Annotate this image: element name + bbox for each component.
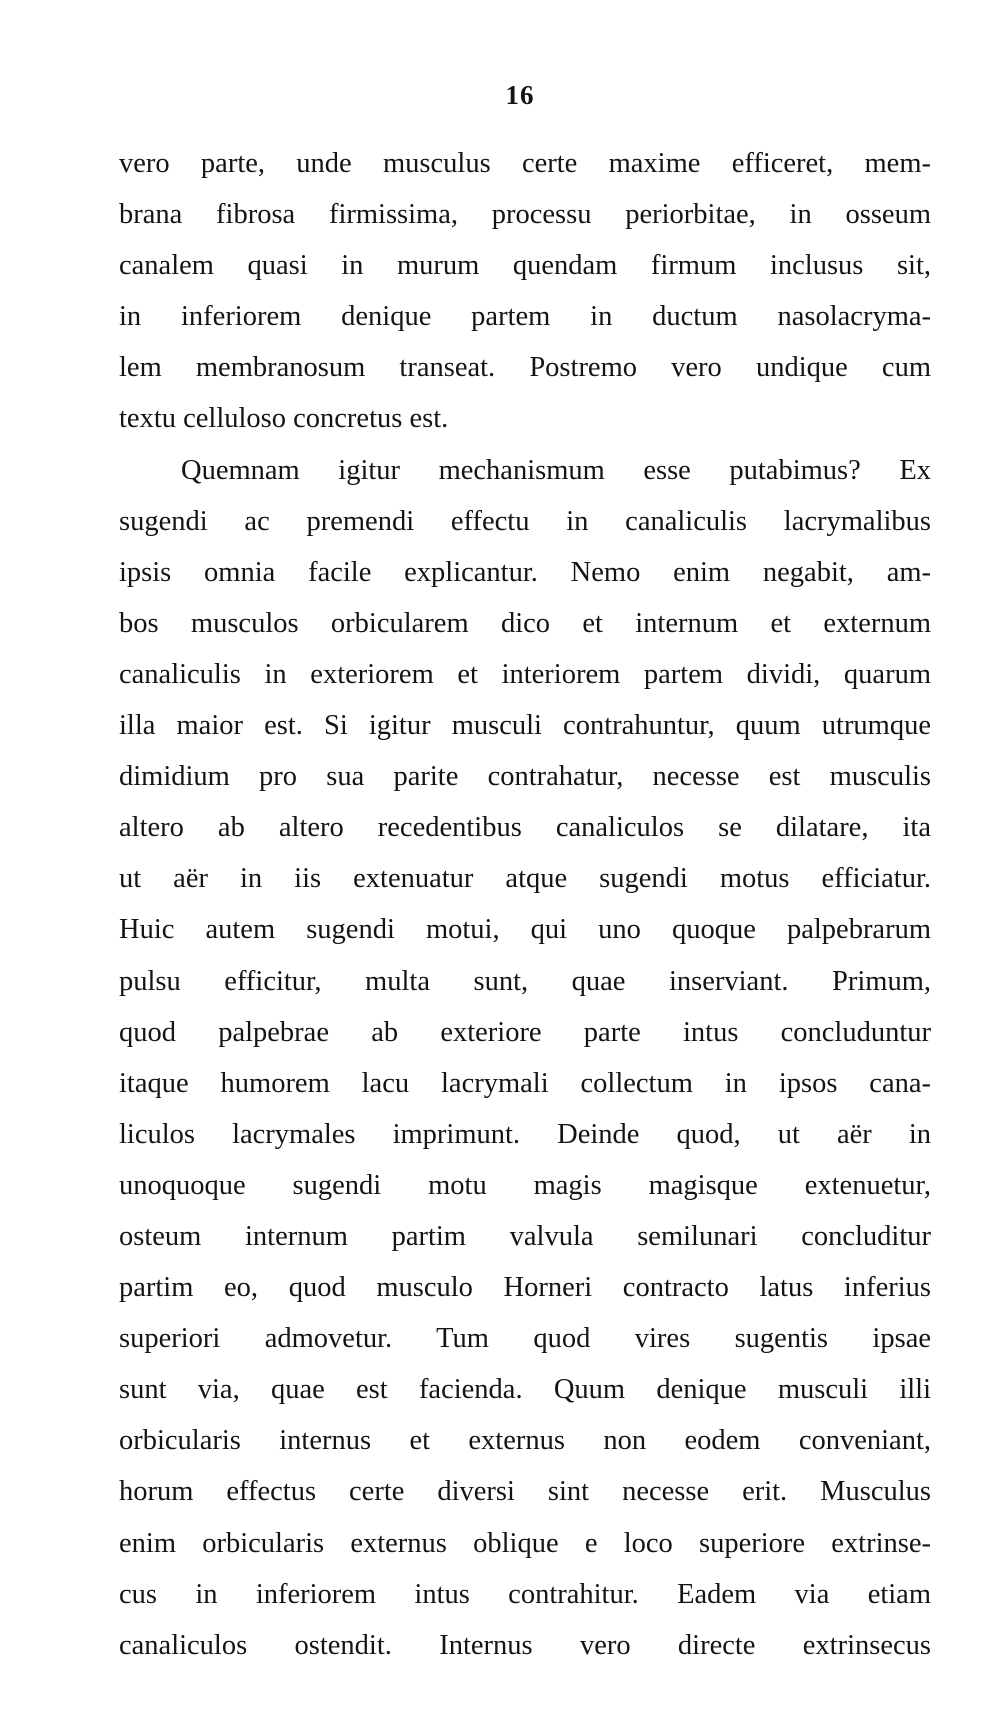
text-line: osteum internum partim valvula semilunari concluditur xyxy=(119,1220,931,1252)
text-line: bos musculos orbicularem dico et internum et externum xyxy=(119,607,931,639)
text-line: enim orbicularis externus oblique e loco superiore extrinse- xyxy=(119,1527,931,1559)
text-line: Quemnam igitur mechanismum esse putabimus? Ex xyxy=(181,454,931,486)
text-line: sugendi ac premendi effectu in canaliculis lacrymalibus xyxy=(119,505,931,537)
text-line: horum effectus certe diversi sint necesse erit. Musculus xyxy=(119,1476,931,1508)
text-line: unoquoque sugendi motu magis magisque extenuetur, xyxy=(119,1169,931,1201)
text-line: in inferiorem denique partem in ductum nasolacryma- xyxy=(119,301,931,333)
text-line: lem membranosum transeat. Postremo vero undique cum xyxy=(119,352,931,384)
text-line: illa maior est. Si igitur musculi contrahuntur, quum utrumque xyxy=(119,710,931,742)
text-line: brana fibrosa firmissima, processu periorbitae, in osseum xyxy=(119,199,931,231)
text-line: liculos lacrymales imprimunt. Deinde quod, ut aër in xyxy=(119,1118,931,1150)
text-line: superiori admovetur. Tum quod vires sugentis ipsae xyxy=(119,1323,931,1355)
text-line: canaliculis in exteriorem et interiorem partem dividi, quarum xyxy=(119,658,931,690)
text-line: altero ab altero recedentibus canaliculos se dilatare, ita xyxy=(119,812,931,844)
text-line: vero parte, unde musculus certe maxime efficeret, mem- xyxy=(119,148,931,179)
text-line: textu celluloso concretus est. xyxy=(119,403,449,435)
text-line: orbicularis internus et externus non eodem conveniant, xyxy=(119,1425,931,1457)
text-line: ipsis omnia facile explicantur. Nemo enim negabit, am- xyxy=(119,556,931,588)
text-line: partim eo, quod musculo Horneri contracto latus inferius xyxy=(119,1272,931,1304)
text-line: ut aër in iis extenuatur atque sugendi motus efficiatur. xyxy=(119,863,931,895)
page-number: 16 xyxy=(505,80,535,110)
text-line: itaque humorem lacu lacrymali collectum in ipsos cana- xyxy=(119,1067,931,1099)
text-line: quod palpebrae ab exteriore parte intus concluduntur xyxy=(119,1016,931,1048)
text-line: canalem quasi in murum quendam firmum inclusus sit, xyxy=(119,250,931,282)
body-text xyxy=(119,138,931,1671)
text-line: canaliculos ostendit. Internus vero directe extrinsecus xyxy=(119,1629,931,1661)
text-line: sunt via, quae est facienda. Quum denique musculi illi xyxy=(119,1374,931,1406)
text-line: Huic autem sugendi motui, qui uno quoque palpebrarum xyxy=(119,914,931,946)
text-line: cus in inferiorem intus contrahitur. Eadem via etiam xyxy=(119,1578,931,1610)
text-line: pulsu efficitur, multa sunt, quae inserviant. Primum, xyxy=(119,965,931,997)
text-line: dimidium pro sua parite contrahatur, necesse est musculis xyxy=(119,761,931,793)
